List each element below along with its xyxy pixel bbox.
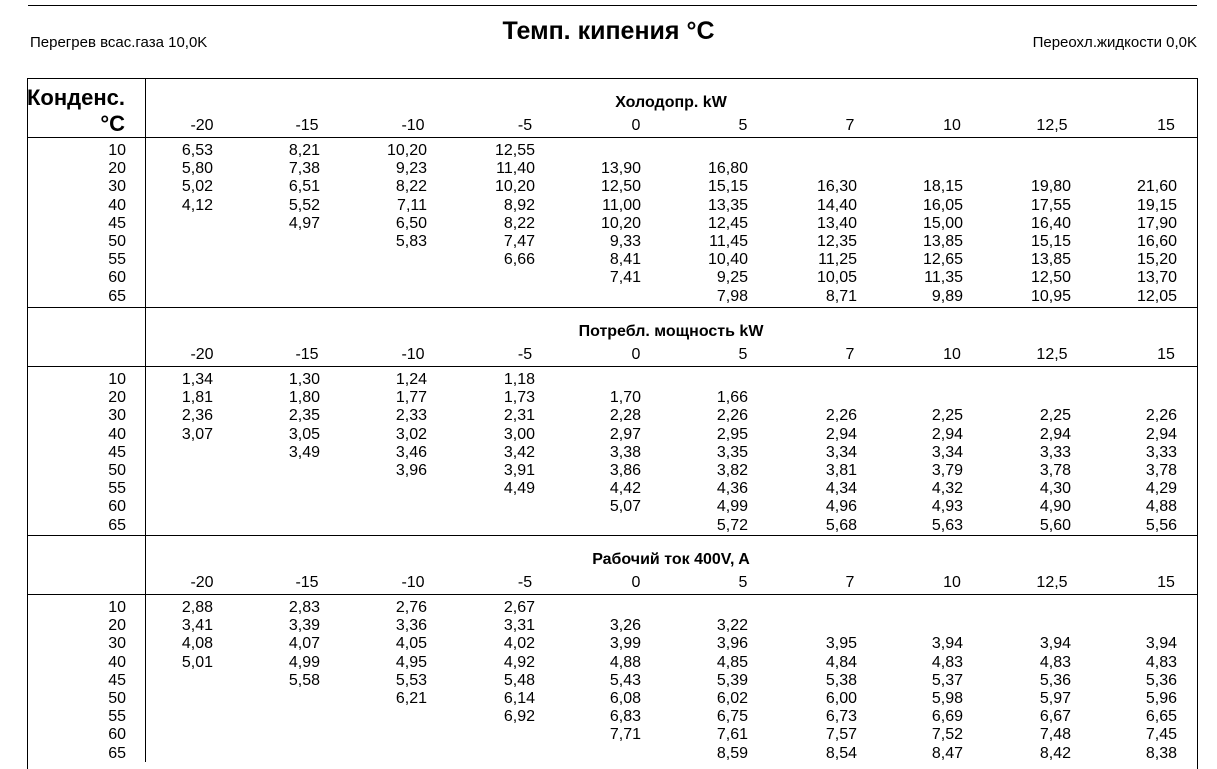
table-cell: 4,83 bbox=[1145, 653, 1177, 671]
table-cell: 8,71 bbox=[825, 287, 857, 305]
evap-temp-header: -5 bbox=[517, 574, 533, 591]
condensing-temp-label: 65 bbox=[108, 744, 126, 762]
table-cell: 4,96 bbox=[825, 498, 857, 516]
table-cell: 3,46 bbox=[395, 443, 427, 461]
table-cell: 3,78 bbox=[1039, 462, 1071, 479]
table-cell: 2,33 bbox=[395, 407, 427, 425]
evap-temp-header: 0 bbox=[631, 117, 641, 134]
table-cell: 8,38 bbox=[1145, 744, 1177, 762]
table-cell: 9,25 bbox=[716, 269, 748, 287]
table-cell: 5,72 bbox=[716, 516, 748, 534]
table-cell: 1,66 bbox=[716, 389, 748, 407]
table-cell: 3,34 bbox=[825, 443, 857, 461]
table-cell: 3,02 bbox=[395, 425, 427, 443]
condensing-temp-label: 55 bbox=[108, 480, 126, 498]
table-cell: 9,33 bbox=[609, 233, 641, 250]
table-cell: 3,99 bbox=[609, 635, 641, 653]
table-cell: 13,85 bbox=[1030, 251, 1071, 269]
condensing-temp-label: 10 bbox=[108, 142, 126, 159]
table-cell: 12,50 bbox=[1030, 269, 1071, 287]
table-cell: 8,92 bbox=[503, 196, 535, 214]
table-cell: 16,05 bbox=[922, 196, 963, 214]
condensing-temp-label: 55 bbox=[108, 708, 126, 726]
table-cell: 3,94 bbox=[931, 635, 963, 653]
table-cell: 6,92 bbox=[503, 708, 535, 726]
table-cell: 2,88 bbox=[181, 599, 213, 616]
condensing-temp-label: 30 bbox=[108, 635, 126, 653]
table-cell: 5,56 bbox=[1145, 516, 1177, 534]
table-cell: 4,85 bbox=[716, 653, 748, 671]
table-cell: 4,84 bbox=[825, 653, 857, 671]
table-cell: 1,34 bbox=[181, 371, 213, 388]
table-cell: 4,93 bbox=[931, 498, 963, 516]
table-cell: 2,76 bbox=[395, 599, 427, 616]
table-cell: 11,00 bbox=[602, 196, 641, 214]
table-cell: 8,54 bbox=[825, 744, 857, 762]
table-cell: 7,57 bbox=[825, 726, 857, 744]
table-cell: 6,75 bbox=[716, 708, 748, 726]
table-cell: 2,26 bbox=[825, 407, 857, 425]
table-cell: 4,49 bbox=[503, 480, 535, 498]
table-cell: 6,83 bbox=[609, 708, 641, 726]
evap-temp-header: -15 bbox=[295, 346, 319, 363]
condensing-temp-label: 60 bbox=[108, 269, 126, 287]
table-cell: 4,90 bbox=[1039, 498, 1071, 516]
evap-temp-header: -15 bbox=[295, 574, 319, 591]
table-cell: 10,20 bbox=[494, 178, 535, 196]
table-cell: 4,34 bbox=[825, 480, 857, 498]
condensing-temp-label: 45 bbox=[108, 671, 126, 689]
table-cell: 13,85 bbox=[922, 233, 963, 250]
table-cell: 7,41 bbox=[609, 269, 641, 287]
table-cell: 3,79 bbox=[931, 462, 963, 479]
table-cell: 6,02 bbox=[716, 690, 748, 707]
table-cell: 8,41 bbox=[609, 251, 641, 269]
table-cell: 2,83 bbox=[288, 599, 320, 616]
table-cell: 1,30 bbox=[288, 371, 320, 388]
table-cell: 2,26 bbox=[1145, 407, 1177, 425]
condensing-temp-label: 65 bbox=[108, 516, 126, 534]
table-cell: 2,25 bbox=[1039, 407, 1071, 425]
table-cell: 3,34 bbox=[931, 443, 963, 461]
table-cell: 9,89 bbox=[931, 287, 963, 305]
table-cell: 3,22 bbox=[716, 617, 748, 635]
condensing-temp-label: 50 bbox=[108, 690, 126, 707]
table-cell: 5,43 bbox=[609, 671, 641, 689]
table-cell: 5,01 bbox=[181, 653, 213, 671]
table-cell: 11,40 bbox=[496, 160, 535, 178]
table-cell: 13,90 bbox=[600, 160, 641, 178]
table-cell: 5,02 bbox=[181, 178, 213, 196]
table-cell: 4,12 bbox=[181, 196, 213, 214]
evap-temp-header: 12,5 bbox=[1036, 346, 1068, 363]
table-cell: 3,26 bbox=[609, 617, 641, 635]
table-cell: 10,95 bbox=[1030, 287, 1071, 305]
evap-temp-header: 5 bbox=[738, 574, 748, 591]
table-cell: 15,15 bbox=[707, 178, 748, 196]
table-cell: 5,80 bbox=[181, 160, 213, 178]
condensing-temp-header-line1: Конденс. bbox=[27, 85, 125, 110]
table-cell: 2,26 bbox=[716, 407, 748, 425]
table-cell: 5,60 bbox=[1039, 516, 1071, 534]
table-cell: 3,33 bbox=[1145, 443, 1177, 461]
table-cell: 17,55 bbox=[1030, 196, 1071, 214]
table-cell: 15,20 bbox=[1136, 251, 1177, 269]
table-cell: 2,95 bbox=[716, 425, 748, 443]
table-cell: 4,08 bbox=[181, 635, 213, 653]
evap-temp-header: 10 bbox=[943, 574, 961, 591]
table-cell: 3,38 bbox=[609, 443, 641, 461]
evap-temp-header: 0 bbox=[631, 346, 641, 363]
table-cell: 5,39 bbox=[716, 671, 748, 689]
evap-temp-header: -20 bbox=[190, 574, 214, 591]
table-cell: 5,52 bbox=[288, 196, 320, 214]
table-cell: 6,66 bbox=[503, 251, 535, 269]
condensing-temp-label: 65 bbox=[108, 287, 126, 305]
table-cell: 6,14 bbox=[503, 690, 535, 707]
evap-temp-header: 7 bbox=[845, 117, 855, 134]
condensing-temp-label: 40 bbox=[108, 653, 126, 671]
page-title: Темп. кипения °C bbox=[502, 17, 715, 45]
table-cell: 3,39 bbox=[288, 617, 320, 635]
table-cell: 4,83 bbox=[1039, 653, 1071, 671]
table-cell: 4,88 bbox=[1145, 498, 1177, 516]
table-cell: 12,05 bbox=[1136, 287, 1177, 305]
condensing-temp-label: 50 bbox=[108, 233, 126, 250]
section-separator bbox=[27, 307, 1198, 308]
table-cell: 1,77 bbox=[395, 389, 427, 407]
evap-temp-header: 5 bbox=[738, 346, 748, 363]
condensing-temp-label: 50 bbox=[108, 462, 126, 479]
condensing-temp-label: 60 bbox=[108, 726, 126, 744]
table-cell: 4,32 bbox=[931, 480, 963, 498]
table-cell: 12,55 bbox=[494, 142, 535, 159]
table-cell: 12,65 bbox=[922, 251, 963, 269]
table-cell: 8,22 bbox=[395, 178, 427, 196]
table-cell: 2,28 bbox=[609, 407, 641, 425]
table-cell: 7,71 bbox=[609, 726, 641, 744]
evap-temp-header: 5 bbox=[738, 117, 748, 134]
evap-temp-header: -15 bbox=[295, 117, 319, 134]
table-cell: 5,58 bbox=[288, 671, 320, 689]
table-cell: 6,67 bbox=[1039, 708, 1071, 726]
table-cell: 4,02 bbox=[503, 635, 535, 653]
table-cell: 4,30 bbox=[1039, 480, 1071, 498]
table-cell: 5,07 bbox=[609, 498, 641, 516]
table-cell: 8,21 bbox=[288, 142, 320, 159]
table-cell: 18,15 bbox=[922, 178, 963, 196]
table-cell: 8,59 bbox=[716, 744, 748, 762]
evap-temp-header: 10 bbox=[943, 117, 961, 134]
section-title: Холодопр. kW bbox=[615, 94, 727, 111]
evap-temp-header: -10 bbox=[401, 346, 425, 363]
evap-temp-header: 0 bbox=[631, 574, 641, 591]
table-cell: 17,90 bbox=[1136, 214, 1177, 232]
table-cell: 19,15 bbox=[1136, 196, 1177, 214]
table-cell: 3,94 bbox=[1039, 635, 1071, 653]
table-cell: 2,94 bbox=[1039, 425, 1071, 443]
table-cell: 10,05 bbox=[816, 269, 857, 287]
table-cell: 16,60 bbox=[1136, 233, 1177, 250]
table-cell: 11,45 bbox=[709, 233, 748, 250]
table-cell: 3,94 bbox=[1145, 635, 1177, 653]
condensing-temp-label: 10 bbox=[108, 599, 126, 616]
table-cell: 4,36 bbox=[716, 480, 748, 498]
table-cell: 4,29 bbox=[1145, 480, 1177, 498]
evap-temp-header: 15 bbox=[1157, 117, 1175, 134]
table-cell: 3,82 bbox=[716, 462, 748, 479]
table-cell: 5,37 bbox=[931, 671, 963, 689]
table-cell: 4,99 bbox=[716, 498, 748, 516]
table-cell: 7,38 bbox=[288, 160, 320, 178]
table-cell: 10,20 bbox=[600, 214, 641, 232]
table-cell: 2,94 bbox=[1145, 425, 1177, 443]
condensing-temp-header bbox=[12, 85, 125, 137]
table-cell: 6,21 bbox=[395, 690, 427, 707]
table-cell: 2,97 bbox=[609, 425, 641, 443]
condensing-temp-label: 55 bbox=[108, 251, 126, 269]
table-cell: 5,63 bbox=[931, 516, 963, 534]
table-cell: 1,70 bbox=[609, 389, 641, 407]
table-cell: 3,05 bbox=[288, 425, 320, 443]
condensing-temp-label: 40 bbox=[108, 196, 126, 214]
evap-temp-header: -5 bbox=[517, 117, 533, 134]
header-separator bbox=[27, 137, 1198, 138]
header-separator bbox=[27, 594, 1198, 595]
table-cell: 3,36 bbox=[395, 617, 427, 635]
table-cell: 3,96 bbox=[395, 462, 427, 479]
table-cell: 5,36 bbox=[1039, 671, 1071, 689]
table-cell: 3,00 bbox=[503, 425, 535, 443]
top-rule bbox=[28, 5, 1197, 6]
condensing-temp-label: 20 bbox=[108, 160, 126, 178]
table-cell: 3,33 bbox=[1039, 443, 1071, 461]
table-cell: 16,30 bbox=[816, 178, 857, 196]
table-cell: 2,94 bbox=[825, 425, 857, 443]
evap-temp-header: 10 bbox=[943, 346, 961, 363]
table-cell: 7,61 bbox=[716, 726, 748, 744]
header-separator bbox=[27, 366, 1198, 367]
condensing-temp-label: 20 bbox=[108, 617, 126, 635]
table-cell: 4,83 bbox=[931, 653, 963, 671]
table-cell: 3,81 bbox=[825, 462, 857, 479]
table-cell: 12,45 bbox=[707, 214, 748, 232]
table-cell: 7,45 bbox=[1145, 726, 1177, 744]
table-cell: 3,41 bbox=[181, 617, 213, 635]
table-cell: 8,47 bbox=[931, 744, 963, 762]
condensing-temp-label: 20 bbox=[108, 389, 126, 407]
table-cell: 12,50 bbox=[600, 178, 641, 196]
table-cell: 7,11 bbox=[397, 196, 427, 214]
table-cell: 7,48 bbox=[1039, 726, 1071, 744]
condensing-temp-label: 10 bbox=[108, 371, 126, 388]
table-cell: 4,92 bbox=[503, 653, 535, 671]
table-cell: 19,80 bbox=[1030, 178, 1071, 196]
table-cell: 15,15 bbox=[1030, 233, 1071, 250]
table-cell: 4,99 bbox=[288, 653, 320, 671]
table-cell: 1,73 bbox=[503, 389, 535, 407]
section-title: Потребл. мощность kW bbox=[578, 323, 764, 340]
table-cell: 16,80 bbox=[707, 160, 748, 178]
section-title: Рабочий ток 400V, A bbox=[592, 551, 750, 568]
table-cell: 6,08 bbox=[609, 690, 641, 707]
table-cell: 10,20 bbox=[386, 142, 427, 159]
table-cell: 15,00 bbox=[922, 214, 963, 232]
table-cell: 11,35 bbox=[924, 269, 963, 287]
evap-temp-header: -10 bbox=[401, 574, 425, 591]
table-cell: 10,40 bbox=[707, 251, 748, 269]
table-cell: 5,36 bbox=[1145, 671, 1177, 689]
table-cell: 8,42 bbox=[1039, 744, 1071, 762]
table-cell: 4,05 bbox=[395, 635, 427, 653]
table-cell: 4,95 bbox=[395, 653, 427, 671]
table-cell: 6,73 bbox=[825, 708, 857, 726]
table-cell: 12,35 bbox=[816, 233, 857, 250]
table-cell: 3,31 bbox=[503, 617, 535, 635]
table-cell: 3,96 bbox=[716, 635, 748, 653]
table-cell: 3,35 bbox=[716, 443, 748, 461]
evap-temp-header: -10 bbox=[401, 117, 425, 134]
table-cell: 5,53 bbox=[395, 671, 427, 689]
table-cell: 13,35 bbox=[707, 196, 748, 214]
table-cell: 6,50 bbox=[395, 214, 427, 232]
table-cell: 13,40 bbox=[816, 214, 857, 232]
section-separator bbox=[27, 535, 1198, 536]
condensing-temp-label: 40 bbox=[108, 425, 126, 443]
table-cell: 4,97 bbox=[288, 214, 320, 232]
table-cell: 2,31 bbox=[503, 407, 535, 425]
evap-temp-header: 15 bbox=[1157, 574, 1175, 591]
table-cell: 2,67 bbox=[503, 599, 535, 616]
table-cell: 2,25 bbox=[931, 407, 963, 425]
evap-temp-header: 7 bbox=[845, 574, 855, 591]
table-cell: 3,78 bbox=[1145, 462, 1177, 479]
table-cell: 3,07 bbox=[181, 425, 213, 443]
table-cell: 7,47 bbox=[503, 233, 535, 250]
evap-temp-header: 15 bbox=[1157, 346, 1175, 363]
table-cell: 4,42 bbox=[609, 480, 641, 498]
table-cell: 13,70 bbox=[1136, 269, 1177, 287]
table-cell: 1,81 bbox=[181, 389, 213, 407]
table-cell: 5,96 bbox=[1145, 690, 1177, 707]
table-cell: 4,07 bbox=[288, 635, 320, 653]
table-cell: 6,00 bbox=[825, 690, 857, 707]
condensing-temp-label: 45 bbox=[108, 443, 126, 461]
table-cell: 21,60 bbox=[1136, 178, 1177, 196]
table-cell: 5,83 bbox=[395, 233, 427, 250]
table-cell: 3,95 bbox=[825, 635, 857, 653]
table-cell: 8,22 bbox=[503, 214, 535, 232]
table-cell: 1,80 bbox=[288, 389, 320, 407]
evap-temp-header: -5 bbox=[517, 346, 533, 363]
table-cell: 9,23 bbox=[395, 160, 427, 178]
condensing-temp-header-line2: °C bbox=[100, 111, 125, 136]
subcool-note: Переохл.жидкости 0,0K bbox=[1032, 34, 1197, 51]
table-cell: 7,52 bbox=[931, 726, 963, 744]
table-cell: 6,69 bbox=[931, 708, 963, 726]
table-cell: 6,51 bbox=[288, 178, 320, 196]
table-cell: 5,38 bbox=[825, 671, 857, 689]
table-cell: 5,98 bbox=[931, 690, 963, 707]
condensing-temp-label: 45 bbox=[108, 214, 126, 232]
condensing-temp-label: 30 bbox=[108, 407, 126, 425]
table-cell: 11,25 bbox=[818, 251, 857, 269]
table-cell: 2,35 bbox=[288, 407, 320, 425]
table-cell: 3,49 bbox=[288, 443, 320, 461]
table-cell: 16,40 bbox=[1030, 214, 1071, 232]
table-cell: 1,18 bbox=[503, 371, 535, 388]
table-cell: 3,86 bbox=[609, 462, 641, 479]
table-cell: 6,53 bbox=[181, 142, 213, 159]
condensing-temp-label: 60 bbox=[108, 498, 126, 516]
evap-temp-header: 7 bbox=[845, 346, 855, 363]
table-cell: 1,24 bbox=[395, 371, 427, 388]
table-cell: 14,40 bbox=[816, 196, 857, 214]
evap-temp-header: -20 bbox=[190, 346, 214, 363]
table-cell: 5,48 bbox=[503, 671, 535, 689]
table-cell: 3,42 bbox=[503, 443, 535, 461]
table-cell: 5,97 bbox=[1039, 690, 1071, 707]
evap-temp-header: 12,5 bbox=[1036, 574, 1068, 591]
table-cell: 6,65 bbox=[1145, 708, 1177, 726]
table-cell: 2,94 bbox=[931, 425, 963, 443]
condensing-temp-label: 30 bbox=[108, 178, 126, 196]
superheat-note: Перегрев всас.газа 10,0K bbox=[30, 34, 208, 51]
table-cell: 7,98 bbox=[716, 287, 748, 305]
table-cell: 2,36 bbox=[181, 407, 213, 425]
evap-temp-header: -20 bbox=[190, 117, 214, 134]
table-cell: 4,88 bbox=[609, 653, 641, 671]
table-cell: 5,68 bbox=[825, 516, 857, 534]
evap-temp-header: 12,5 bbox=[1036, 117, 1068, 134]
table-cell: 3,91 bbox=[503, 462, 535, 479]
